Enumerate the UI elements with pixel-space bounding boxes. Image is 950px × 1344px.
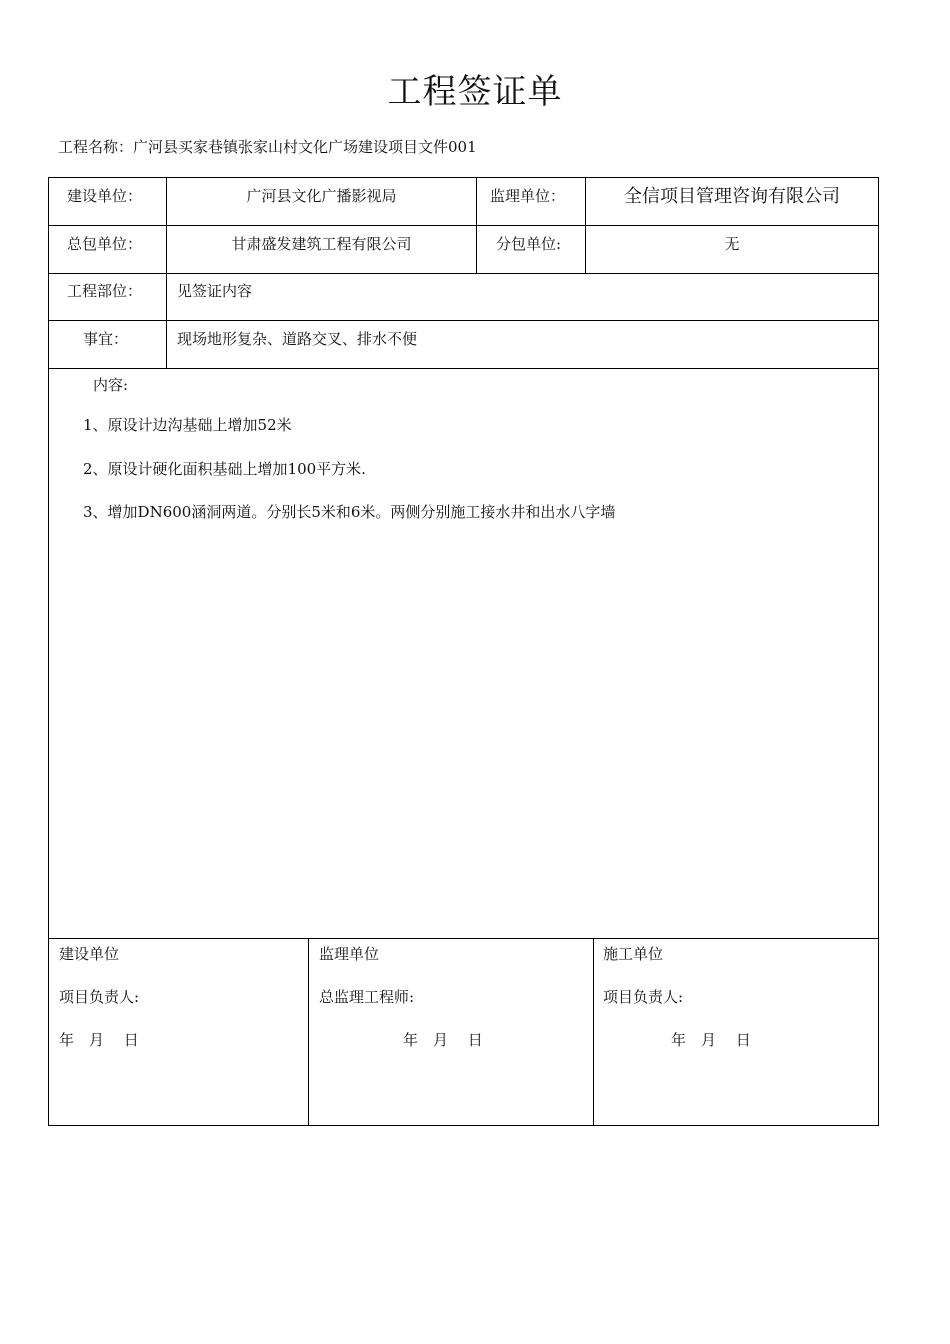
signature-contractor-person: 项目负责人: bbox=[603, 988, 684, 1006]
signature-contractor-date: 年 月 日 bbox=[671, 1031, 751, 1049]
general-contractor-value: 甘肃盛发建筑工程有限公司 bbox=[231, 235, 412, 253]
row-divider bbox=[49, 368, 878, 369]
project-part-value: 见签证内容 bbox=[177, 282, 253, 300]
col-divider bbox=[593, 938, 594, 1126]
row-divider bbox=[49, 938, 878, 939]
project-part-label: 工程部位： bbox=[67, 282, 143, 300]
signature-construction-unit: 建设单位 bbox=[59, 945, 120, 963]
signature-construction-person: 项目负责人: bbox=[59, 988, 140, 1006]
signature-contractor-unit: 施工单位 bbox=[603, 945, 664, 963]
row-divider bbox=[49, 273, 878, 274]
col-divider bbox=[308, 938, 309, 1126]
matter-label: 事宜： bbox=[83, 330, 129, 348]
row-divider bbox=[49, 225, 878, 226]
project-name-line: 工程名称：广河县买家巷镇张家山村文化广场建设项目文件001 bbox=[58, 138, 477, 156]
content-item: 1、原设计边沟基础上增加52米 bbox=[83, 416, 292, 434]
signature-supervision-person: 总监理工程师: bbox=[319, 988, 415, 1006]
col-divider bbox=[166, 273, 167, 368]
content-label: 内容: bbox=[93, 376, 129, 394]
signature-supervision-date: 年 月 日 bbox=[403, 1031, 483, 1049]
visa-form-table bbox=[48, 177, 879, 1126]
subcontractor-value: 无 bbox=[724, 235, 740, 253]
document-title: 工程签证单 bbox=[387, 72, 563, 112]
supervision-unit-label: 监理单位： bbox=[490, 187, 566, 205]
signature-supervision-unit: 监理单位 bbox=[319, 945, 380, 963]
subcontractor-label: 分包单位: bbox=[496, 235, 562, 253]
content-item: 3、增加DN600涵洞两道。分别长5米和6米。两侧分别施工接水井和出水八字墙 bbox=[83, 503, 616, 521]
col-divider bbox=[476, 178, 477, 273]
supervision-unit-value: 全信项目管理咨询有限公司 bbox=[624, 186, 840, 207]
construction-unit-value: 广河县文化广播影视局 bbox=[246, 187, 397, 205]
row-divider bbox=[49, 320, 878, 321]
general-contractor-label: 总包单位： bbox=[67, 235, 143, 253]
matter-value: 现场地形复杂、道路交叉、排水不便 bbox=[177, 330, 418, 348]
signature-construction-date: 年 月 日 bbox=[59, 1031, 139, 1049]
construction-unit-label: 建设单位： bbox=[67, 187, 143, 205]
content-item: 2、原设计硬化面积基础上增加100平方米. bbox=[83, 460, 366, 478]
